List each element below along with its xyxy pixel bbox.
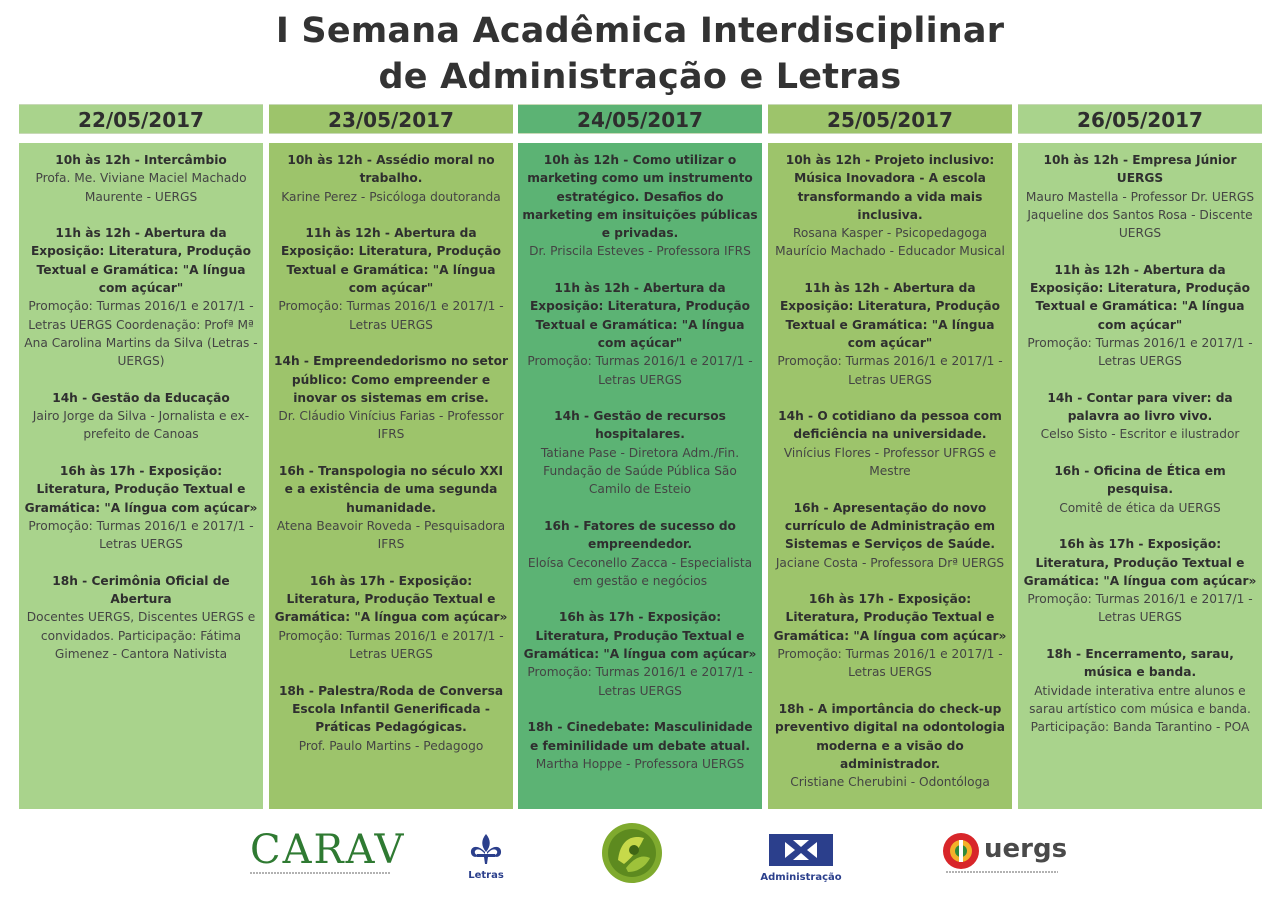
event-speaker: Atividade interativa entre alunos e sarau artístico com música e banda. Participação: Banda Tarantino - POA [1029,683,1251,735]
event-item [23,572,259,663]
day-column [1018,104,1262,809]
event-item [23,224,259,370]
event-item [23,389,259,444]
event-item [1022,462,1258,517]
event-item [1022,535,1258,626]
event-speaker: Promoção: Turmas 2016/1 e 2017/1 - Letras UERGS [1027,592,1253,625]
day-column [768,104,1012,809]
uergs-wordmark: uergs [984,834,1068,864]
event-item [273,224,509,334]
event-item [273,462,509,553]
letras-label: Letras [468,870,504,881]
event-item [772,700,1008,791]
letras-logo [464,832,508,881]
event-speaker: Cristiane Cherubini - Odontóloga [790,775,990,790]
event-speaker: Promoção: Turmas 2016/1 e 2017/1 - Letras UERGS [28,518,254,552]
event-title: 14h - O cotidiano da pessoa com deficiência na universidade. [778,409,1002,442]
event-title: 16h às 17h - Exposição: Literatura, Produção Textual e Gramática: "A língua com açúcar» [1023,537,1257,588]
page-title-line-1: I Semana Acadêmica Interdisciplinar [275,11,1005,51]
event-item [522,608,758,699]
event-speaker: Comitê de ética da UERGS [1059,500,1221,515]
event-title: 10h às 12h - Empresa Júnior UERGS [1043,153,1237,186]
event-title: 16h às 17h - Exposição: Literatura, Produção Textual e Gramática: "A língua com açúcar» [523,610,757,662]
event-title: 11h às 12h - Abertura da Exposição: Literatura, Produção Textual e Gramática: "A língua com açúcar" [30,226,252,296]
day-events [1018,143,1262,809]
event-title: 16h - Apresentação do novo currículo de Administração em Sistemas e Serviços de Saúde. [784,500,996,552]
event-speaker: Promoção: Turmas 2016/1 e 2017/1 - Letras UERGS [777,647,1003,680]
day-events [19,143,263,809]
event-item [522,517,758,590]
event-item [1022,389,1258,444]
day-date-header: 24/05/2017 [518,104,762,134]
carav-wordmark: CARAV [250,827,406,873]
event-speaker: Dr. Priscila Esteves - Professora IFRS [529,244,751,259]
event-title: 14h - Empreendedorismo no setor público: Como empreender e inovar os sistemas em crise. [273,354,508,405]
day-date-header: 25/05/2017 [768,104,1012,134]
sponsor-logos [0,820,1280,905]
event-item [522,279,758,389]
event-speaker: Tatiane Pase - Diretora Adm./Fin. Fundação de Saúde Pública São Camilo de Esteio [540,445,740,497]
day-column [269,104,513,809]
event-speaker: Promoção: Turmas 2016/1 e 2017/1 - Letras UERGS [527,354,753,387]
event-title: 16h às 17h - Exposição: Literatura, Produção Textual e Gramática: "A língua com açúcar» [274,573,508,625]
event-speaker: Promoção: Turmas 2016/1 e 2017/1 - Letras UERGS [278,299,504,332]
event-title: 16h às 17h - Exposição: Literatura, Produção Textual e Gramática: "A língua com açúcar» [773,592,1007,643]
event-title: 18h - Cerimônia Oficial de Abertura [52,573,230,607]
day-date-header: 26/05/2017 [1018,104,1262,134]
event-title: 18h - Encerramento, sarau, música e banda. [1046,647,1234,680]
carav-subtitle-lines [250,870,390,877]
event-item [522,718,758,773]
event-speaker: Vinícius Flores - Professor UFRGS e Mestre [783,445,997,479]
event-speaker: Karine Perez - Psicóloga doutoranda [281,189,501,204]
event-speaker: Jaciane Costa - Professora Drª UERGS [775,555,1005,570]
day-date-header: 23/05/2017 [269,104,513,134]
event-title: 10h às 12h - Intercâmbio [55,153,227,167]
event-title: 10h às 12h - Assédio moral no trabalho. [287,153,495,186]
event-title: 18h - Cinedebate: Masculinidade e feminilidade um debate atual. [527,720,753,753]
event-speaker: Promoção: Turmas 2016/1 e 2017/1 - Letras UERGS [278,628,504,662]
event-title: 16h - Oficina de Ética em pesquisa. [1054,464,1226,497]
event-speaker: Jairo Jorge da Silva - Jornalista e ex-prefeito de Canoas [32,409,250,442]
event-item [1022,645,1258,736]
event-item [522,151,758,261]
administracao-icon [760,834,842,868]
event-item [273,682,509,755]
event-item [772,499,1008,572]
event-item [522,407,758,498]
event-title: 11h às 12h - Abertura da Exposição: Literatura, Produção Textual e Gramática: "A língua com açúcar" [529,281,751,350]
event-title: 14h - Gestão de recursos hospitalares. [554,409,726,442]
uergs-logo [940,832,1068,876]
event-item [273,572,509,663]
event-title: 16h às 17h - Exposição: Literatura, Produção Textual e Gramática: "A língua com açúcar» [24,464,258,515]
event-title: 14h - Contar para viver: da palavra ao livro vivo. [1047,390,1233,424]
event-speaker: Eloísa Ceconello Zacca - Especialista em gestão e negócios [527,555,753,588]
event-speaker: Martha Hoppe - Professora UERGS [535,756,745,771]
event-title: 10h às 12h - Como utilizar o marketing como um instrumento estratégico. Desafios do marketing em insituições públicas e privadas. [522,153,758,241]
event-title: 11h às 12h - Abertura da Exposição: Literatura, Produção Textual e Gramática: "A língua com açúcar" [1029,262,1251,332]
administracao-label: Administração [760,872,842,883]
event-speaker: Mauro Mastella - Professor Dr. UERGS Jaqueline dos Santos Rosa - Discente UERGS [1025,189,1255,241]
event-item [772,151,1008,261]
event-item [772,590,1008,681]
event-speaker: Dr. Cláudio Vinícius Farias - Professor IFRS [278,409,504,442]
page-title-line-2: de Administração e Letras [378,57,902,97]
event-title: 11h às 12h - Abertura da Exposição: Literatura, Produção Textual e Gramática: "A língua com açúcar" [779,281,1001,350]
event-speaker: Docentes UERGS, Discentes UERGS e convidados. Participação: Fátima Gimenez - Cantora Nativista [26,610,256,662]
carav-logo [250,827,406,877]
event-item [1022,151,1258,242]
page-title [0,8,1280,100]
event-title: 11h às 12h - Abertura da Exposição: Literatura, Produção Textual e Gramática: "A língua com açúcar" [280,226,502,296]
event-title: 16h - Fatores de sucesso do empreendedor. [544,518,736,552]
event-item [23,462,259,553]
event-speaker: Prof. Paulo Martins - Pedagogo [298,738,484,753]
event-title: 16h - Transpologia no século XXI e a existência de uma segunda humanidade. [278,464,504,515]
event-speaker: Promoção: Turmas 2016/1 e 2017/1 - Letras UERGS Coordenação: Profª Mª Ana Carolina Martins da Silva (Letras - UERGS) [24,299,258,369]
event-speaker: Rosana Kasper - Psicopedagoga Maurício Machado - Educador Musical [775,226,1005,259]
event-title: 14h - Gestão da Educação [52,390,230,405]
event-title: 10h às 12h - Projeto inclusivo: Música Inovadora - A escola transformando a vida mais inclusiva. [785,153,995,222]
day-column [19,104,263,809]
event-item [1022,261,1258,371]
day-events [269,143,513,809]
fleur-de-lis-icon [464,832,508,866]
event-item [23,151,259,206]
uergs-emblem-icon [942,832,980,870]
day-events [518,143,762,809]
event-speaker: Promoção: Turmas 2016/1 e 2017/1 - Letras UERGS [1027,335,1253,369]
administracao-logo [760,834,842,883]
day-column [518,104,762,809]
event-title: 18h - Palestra/Roda de Conversa Escola Infantil Generificada - Práticas Pedagógicas. [278,683,504,735]
event-speaker: Promoção: Turmas 2016/1 e 2017/1 - Letras UERGS [777,354,1003,387]
event-speaker: Celso Sisto - Escritor e ilustrador [1040,427,1240,442]
event-item [772,407,1008,480]
green-emblem-logo [600,820,664,886]
event-speaker: Profa. Me. Viviane Maciel Machado Maurente - UERGS [35,171,247,204]
event-speaker: Atena Beavoir Roveda - Pesquisadora IFRS [276,518,506,552]
event-title: 18h - A importância do check-up preventivo digital na odontologia moderna e a visão do administrador. [775,701,1005,771]
event-item [772,279,1008,389]
event-item [273,151,509,206]
event-speaker: Promoção: Turmas 2016/1 e 2017/1 - Letras UERGS [527,665,753,698]
day-events [768,143,1012,809]
day-date-header: 22/05/2017 [19,104,263,134]
event-item [273,352,509,443]
